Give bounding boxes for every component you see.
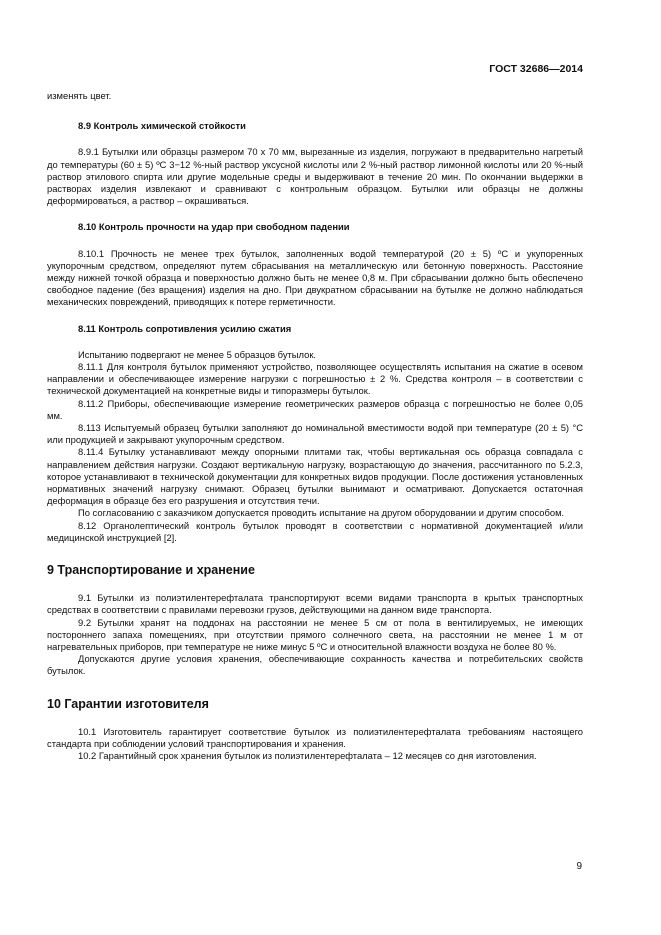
paragraph-9-2: 9.2 Бутылки хранят на поддонах на расстоянии не менее 5 см от пола в вентилируемых, не имеющих постороннего запаха помещениях, при отсутствии прямого солнечного света, на расстоянии не менее 1 м от нагревательных приборов, при температуре не ниже минус 5 ºС и относительной влажности воздуха не более 80 %. bbox=[47, 616, 583, 652]
paragraph-8-11-intro: Испытанию подвергают не менее 5 образцов бутылок. bbox=[78, 348, 317, 360]
paragraph-10-1: 10.1 Изготовитель гарантирует соответствие бутылок из полиэтилентерефталата требованиям настоящего стандарта при соблюдении условий транспортирования и хранения. bbox=[47, 725, 583, 749]
page-number: 9 bbox=[576, 861, 582, 872]
paragraph-10-2: 10.2 Гарантийный срок хранения бутылок из полиэтилентерефталата – 12 месяцев со дня изготовления. bbox=[78, 749, 537, 761]
paragraph-8-11-agreement: По согласованию с заказчиком допускается проводить испытание на другом оборудовании и другим способом. bbox=[78, 507, 565, 519]
paragraph-8-9-1: 8.9.1 Бутылки или образцы размером 70 х 70 мм, вырезанные из изделия, погружают в предварительно нагретый до температуры (60 ± 5) ºС 3−12 %-ный раствор уксусной кислоты или 2 %-ный раствор лимонной кислоты или 20 %-ный раствор этилового спирта или другие модельные среды и выдерживают в течение 20 мин. По окончании выдержки в растворах изделия извлекают и сравнивают с контрольным образцом. Бутылки или образцы не должны деформироваться, а раствор – окрашиваться. bbox=[47, 146, 583, 207]
section-8-9-heading: 8.9 Контроль химической стойкости bbox=[78, 120, 246, 132]
paragraph-8-11-4: 8.11.4 Бутылку устанавливают между опорными плитами так, чтобы вертикальная ось образца совпадала с направлением действия нагрузки. Создают вертикальную нагрузку, возрастающую до значения, рассчитанного по 5.2.3, которое устанавливают в технической документации для конкретных видов продукции. После достижения установленных нормативных значений нагрузку снимают. Образец бутылки вынимают и осматривают. Допускается остаточная деформация в образце без его разрушения и отсутствия течи. bbox=[47, 446, 583, 507]
page-content bbox=[47, 90, 583, 762]
standard-code: ГОСТ 32686—2014 bbox=[489, 63, 583, 75]
paragraph-8-11-2: 8.11.2 Приборы, обеспечивающие измерение геометрических размеров образца с погрешностью не более 0,05 мм. bbox=[47, 397, 583, 421]
paragraph-8-11-1: 8.11.1 Для контроля бутылок применяют устройство, позволяющее осуществлять испытания на сжатие в осевом направлении и обеспечивающее измерение нагрузки с погрешностью ± 2 %. Средства контроля – в соответствии с технической документацией на конкретные виды и типоразмеры бутылок. bbox=[47, 361, 583, 397]
paragraph-8-12: 8.12 Органолептический контроль бутылок проводят в соответствии с нормативной документацией и/или медицинской инструкцией [2]. bbox=[47, 519, 583, 543]
section-8-11-heading: 8.11 Контроль сопротивления усилию сжатия bbox=[78, 322, 292, 334]
section-10-heading: 10 Гарантии изготовителя bbox=[47, 696, 209, 711]
section-8-10-heading: 8.10 Контроль прочности на удар при свободном падении bbox=[78, 221, 350, 233]
paragraph-8-11-3: 8.113 Испытуемый образец бутылки заполняют до номинальной вместимости водой при температуре (20 ± 5) °С или продукцией и закрывают укупорочным средством. bbox=[47, 422, 583, 446]
paragraph-9-3: Допускаются другие условия хранения, обеспечивающие сохранность качества и потребительских свойств бутылок. bbox=[47, 653, 583, 677]
paragraph-8-10-1: 8.10.1 Прочность не менее трех бутылок, заполненных водой температурой (20 ± 5) ºС и укупоренных укупорочным средством, определяют путем сбрасывания на металлическую или бетонную поверхность. Расстояние между нижней точкой образца и поверхностью должно быть не менее 0,8 м. При сбрасывании должно быть обеспечено свободное падение (без вращения) изделия на дно. При двукратном сбрасывании на бутылке не должно наблюдаться механических повреждений, приводящих к потере герметичности. bbox=[47, 247, 583, 308]
section-9-heading: 9 Транспортирование и хранение bbox=[47, 563, 255, 578]
paragraph-9-1: 9.1 Бутылки из полиэтилентерефталата транспортируют всеми видами транспорта в крытых транспортных средствах в соответствии с правилами перевозки грузов, действующими на данном виде транспорта. bbox=[47, 592, 583, 616]
intro-text: изменять цвет. bbox=[47, 90, 112, 101]
